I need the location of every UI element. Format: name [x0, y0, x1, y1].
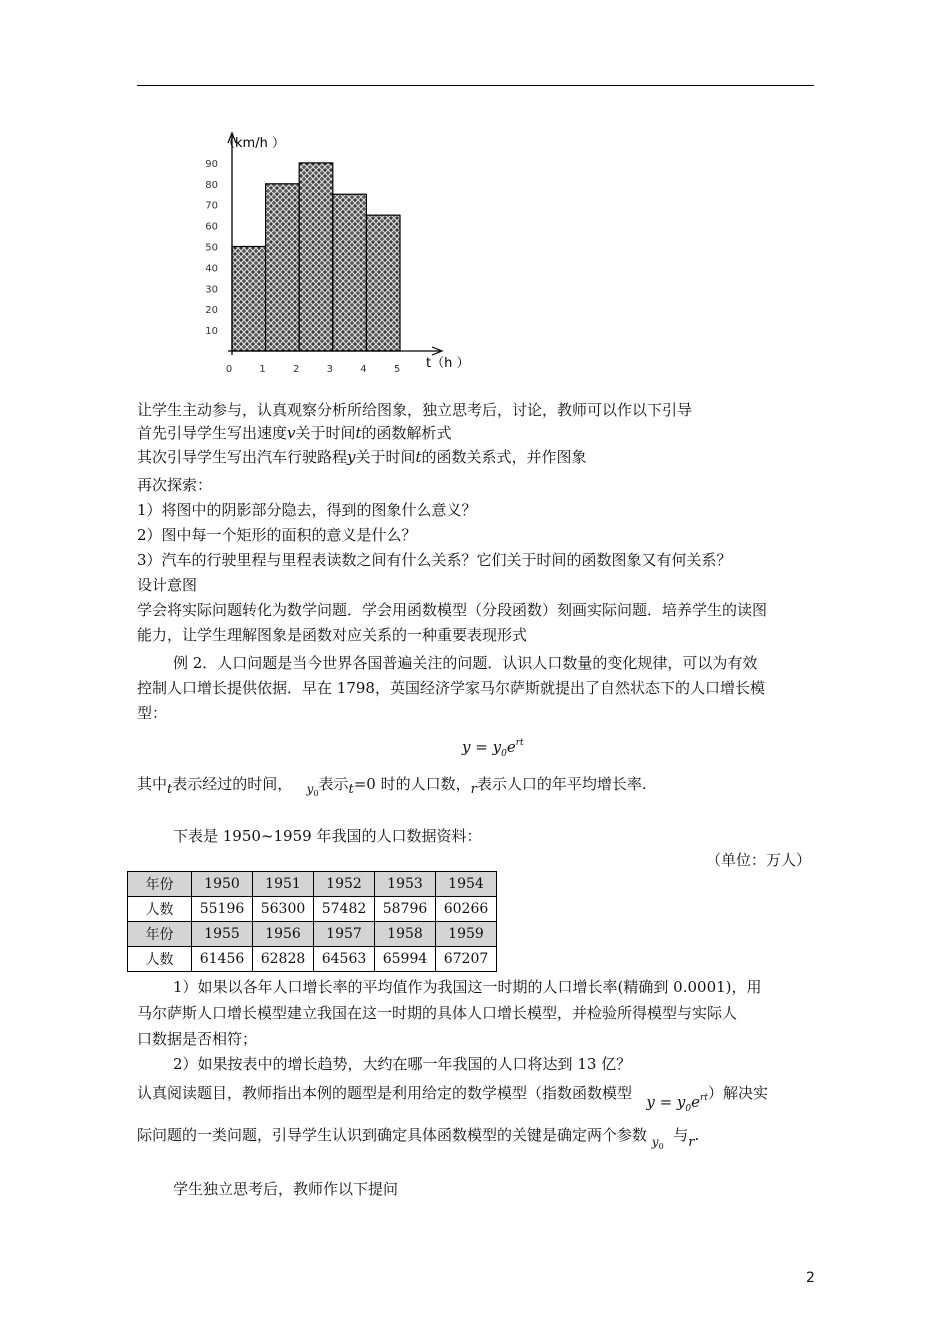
histogram-bar	[333, 194, 367, 351]
text-line: 首先引导学生写出速度v关于时间t的函数解析式	[137, 424, 452, 442]
x-tick-label: 1	[259, 364, 266, 375]
table-cell: 58796	[375, 897, 436, 922]
table-cell: 62828	[253, 947, 314, 972]
x-tick-label: 2	[293, 364, 300, 375]
table-row	[128, 922, 497, 947]
histogram-svg	[190, 125, 490, 385]
x-tick-label: 3	[326, 364, 333, 375]
y-tick-label: 10	[205, 326, 218, 338]
histogram-bar	[366, 215, 400, 351]
table-cell: 64563	[314, 947, 375, 972]
y-axis-label: （km/h ）	[222, 136, 285, 151]
table-row	[128, 872, 497, 897]
text-line: 认真阅读题目，教师指出本例的题型是利用给定的数学模型（指数函数模型 $y = y_0e^{rt}$）解决实	[137, 1084, 768, 1114]
table-row	[128, 947, 497, 972]
text-line: 学生独立思考后，教师作以下提问	[173, 1180, 399, 1198]
task-text: 1）如果以各年人口增长率的平均值作为我国这一时期的人口增长率(精确到 0.0001)，用	[173, 978, 762, 996]
y-tick-label: 50	[205, 242, 218, 254]
table-cell: 1958	[375, 922, 436, 947]
table-cell: 1954	[436, 872, 497, 897]
table-cell: 1957	[314, 922, 375, 947]
row-header: 年份	[128, 922, 192, 947]
x-tick-label: 5	[393, 364, 401, 375]
example-text: 型：	[137, 704, 168, 722]
speed-histogram	[190, 125, 490, 385]
table-cell: 1952	[314, 872, 375, 897]
inline-formula: $y = y_0e^{rt}$	[646, 1093, 708, 1114]
task-text: 口数据是否相符；	[137, 1030, 258, 1048]
row-header: 年份	[128, 872, 192, 897]
table-cell: 56300	[253, 897, 314, 922]
table-intro: 下表是 1950~1959 年我国的人口数据资料：	[173, 827, 482, 845]
text-line: 学会将实际问题转化为数学问题．学会用函数模型（分段函数）刻画实际问题．培养学生的读图	[137, 601, 768, 619]
question-3: 3）汽车的行驶里程与里程表读数之间有什么关系？它们关于时间的函数图象又有何关系？	[137, 551, 732, 569]
text-line: 其次引导学生写出汽车行驶路程y关于时间t的函数关系式，并作图象	[137, 448, 587, 466]
row-header: 人数	[128, 947, 192, 972]
table-cell: 1959	[436, 922, 497, 947]
table-cell: 57482	[314, 897, 375, 922]
text-line: 能力，让学生理解图象是函数对应关系的一种重要表现形式	[137, 626, 528, 644]
y-tick-label: 90	[205, 158, 218, 170]
table-cell: 61456	[192, 947, 253, 972]
x-axis-label: t（h ）	[426, 356, 470, 371]
table-cell: 60266	[436, 897, 497, 922]
table-cell: 1950	[192, 872, 253, 897]
table-cell: 1953	[375, 872, 436, 897]
population-table	[127, 871, 497, 972]
table-cell: 1951	[253, 872, 314, 897]
task-text: 马尔萨斯人口增长模型建立我国在这一时期的具体人口增长模型，并检验所得模型与实际人	[137, 1004, 738, 1022]
x-tick-label: 4	[360, 364, 367, 375]
histogram-bar	[266, 184, 300, 351]
y-tick-label: 80	[205, 179, 218, 191]
page-number: 2	[806, 1270, 815, 1286]
malthus-formula: $y = y_0e^{rt}$	[462, 738, 524, 759]
task-text: 2）如果按表中的增长趋势，大约在哪一年我国的人口将达到 13 亿？	[173, 1055, 632, 1073]
histogram-bar	[232, 247, 266, 352]
table-cell: 1955	[192, 922, 253, 947]
y-tick-label: 40	[205, 263, 218, 275]
question-1: 1）将图中的阴影部分隐去，得到的图象什么意义？	[137, 501, 477, 519]
x-tick-label: 0	[225, 364, 233, 375]
table-cell: 65994	[375, 947, 436, 972]
section-heading: 设计意图	[137, 576, 198, 594]
header-rule	[137, 85, 814, 86]
y-tick-label: 60	[205, 221, 218, 233]
table-cell: 67207	[436, 947, 497, 972]
y-tick-label: 20	[205, 305, 218, 317]
text-line: 让学生主动参与，认真观察分析所给图象，独立思考后，讨论，教师可以作以下引导	[137, 401, 693, 419]
question-2: 2）图中每一个矩形的面积的意义是什么？	[137, 526, 417, 544]
y-tick-label: 70	[205, 200, 218, 212]
row-header: 人数	[128, 897, 192, 922]
table-row	[128, 897, 497, 922]
table-cell: 55196	[192, 897, 253, 922]
histogram-bar	[299, 163, 333, 351]
example-text: 控制人口增长提供依据．早在 1798，英国经济学家马尔萨斯就提出了自然状态下的人口增长模	[137, 679, 765, 697]
text-line: 际问题的一类问题，引导学生认识到确定具体函数模型的关键是确定两个参数 $_{y0}$ 与r.	[137, 1126, 700, 1151]
text-line: 再次探索：	[137, 476, 213, 494]
table-unit: （单位：万人）	[706, 851, 812, 869]
variable-explanation: 其中t表示经过的时间， $_{y0}$表示t=0 时的人口数，r表示人口的年平均增长率.	[137, 775, 647, 798]
table-cell: 1956	[253, 922, 314, 947]
example-text: 例 2．人口问题是当今世界各国普遍关注的问题．认识人口数量的变化规律，可以为有效	[173, 654, 758, 672]
y-tick-label: 30	[205, 284, 218, 296]
